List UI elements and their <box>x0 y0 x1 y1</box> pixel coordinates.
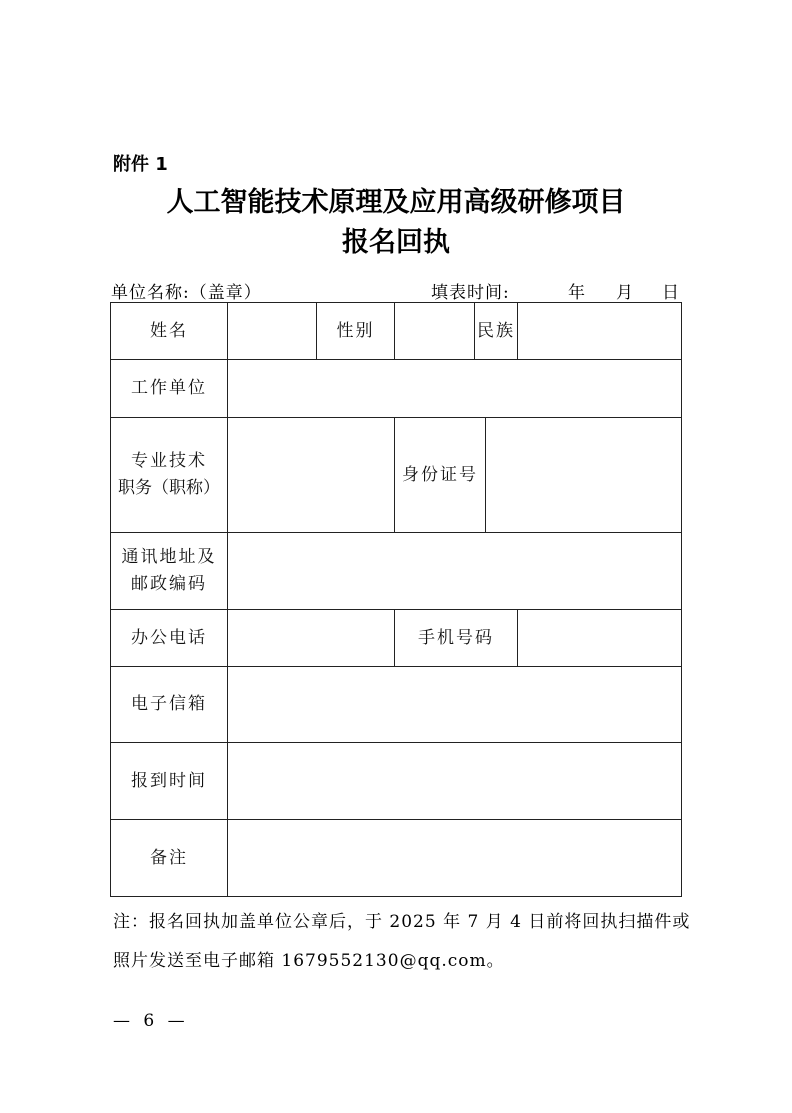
address-field[interactable] <box>228 533 682 610</box>
fill-date-label: 填表时间: <box>431 283 510 303</box>
professional-title-label-line1: 专业技术 <box>131 451 207 471</box>
gender-field[interactable] <box>395 303 475 360</box>
mobile-field[interactable] <box>518 610 682 667</box>
date-day-label: 日 <box>662 283 679 303</box>
address-label-line1: 通讯地址及 <box>121 547 217 567</box>
note-text-line2: 照片发送至电子邮箱 1679552130@qq.com。 <box>113 951 505 971</box>
address-label-line2: 邮政编码 <box>131 574 207 594</box>
remarks-field[interactable] <box>228 820 682 897</box>
date-month-label: 月 <box>616 283 633 303</box>
org-name-label: 单位名称:（盖章） <box>111 283 262 303</box>
address-label <box>111 533 228 610</box>
id-number-field[interactable] <box>486 418 682 533</box>
form-row-name <box>111 303 682 360</box>
attachment-label: 附件 1 <box>113 154 168 175</box>
note-text-line1: 注：报名回执加盖单位公章后，于 2025 年 7 月 4 日前将回执扫描件或 <box>113 912 691 932</box>
office-phone-field[interactable] <box>228 610 395 667</box>
registration-form-table <box>110 302 682 897</box>
checkin-time-label: 报到时间 <box>111 743 228 820</box>
professional-title-label <box>111 418 228 533</box>
form-row-workplace <box>111 360 682 418</box>
gender-label: 性别 <box>317 303 395 360</box>
form-row-checkin <box>111 743 682 820</box>
professional-title-label-line2: 职务（职称） <box>118 478 220 498</box>
name-label: 姓名 <box>111 303 228 360</box>
ethnicity-label: 民族 <box>475 303 518 360</box>
ethnicity-field[interactable] <box>518 303 682 360</box>
form-row-remarks <box>111 820 682 897</box>
form-row-title-id <box>111 418 682 533</box>
document-title: 人工智能技术原理及应用高级研修项目 <box>166 187 626 218</box>
office-phone-label: 办公电话 <box>111 610 228 667</box>
id-number-label: 身份证号 <box>395 418 486 533</box>
mobile-label: 手机号码 <box>395 610 518 667</box>
form-row-address <box>111 533 682 610</box>
email-field[interactable] <box>228 667 682 743</box>
form-row-phone <box>111 610 682 667</box>
professional-title-field[interactable] <box>228 418 395 533</box>
page-number: — 6 — <box>113 1011 189 1031</box>
name-field[interactable] <box>228 303 317 360</box>
checkin-time-field[interactable] <box>228 743 682 820</box>
date-year-label: 年 <box>568 283 585 303</box>
remarks-label: 备注 <box>111 820 228 897</box>
workplace-label: 工作单位 <box>111 360 228 418</box>
email-label: 电子信箱 <box>111 667 228 743</box>
document-subtitle: 报名回执 <box>342 227 450 258</box>
form-row-email <box>111 667 682 743</box>
workplace-field[interactable] <box>228 360 682 418</box>
